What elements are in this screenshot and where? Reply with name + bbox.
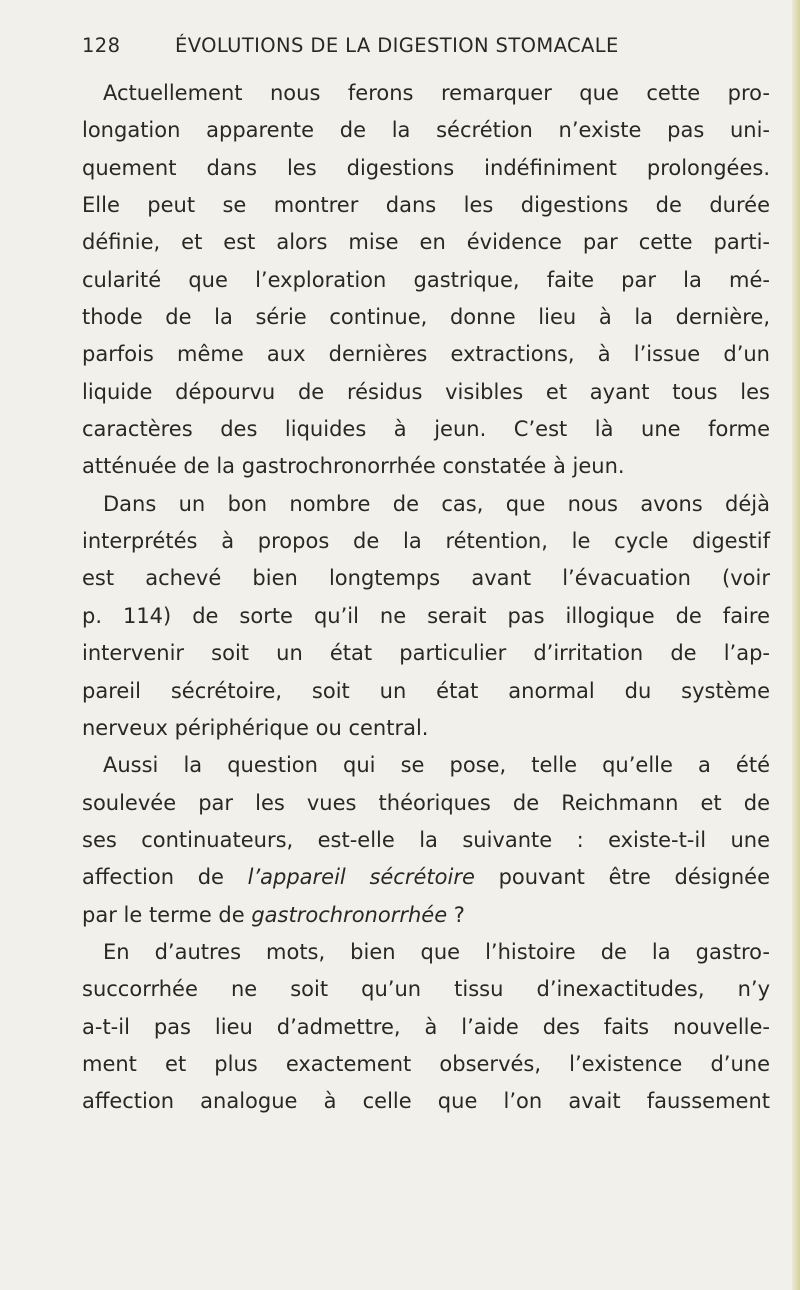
text-line: thode de la série continue, donne lieu à la dernière, [82, 305, 770, 330]
text-line: intervenir soit un état particulier d’irritation de l’ap- [82, 641, 770, 666]
running-title: ÉVOLUTIONS DE LA DIGESTION STOMACALE [175, 34, 619, 57]
text-line [82, 897, 770, 934]
text-run: affection de [82, 865, 248, 890]
text-run: par le terme de [82, 902, 252, 927]
text-line: a-t-il pas lieu d’admettre, à l’aide des faits nouvelle- [82, 1014, 770, 1039]
text-line: Elle peut se montrer dans les digestions de durée [82, 193, 770, 218]
text-line: En d’autres mots, bien que l’histoire de la gastro- [103, 939, 770, 964]
italic-term: gastrochronorrhée [251, 902, 448, 927]
text-line: ment et plus exactement observés, l’existence d’une [82, 1051, 770, 1076]
text-line: ses continuateurs, est-elle la suivante : existe-t-il une [82, 827, 770, 852]
text-line: Dans un bon nombre de cas, que nous avons déjà [103, 491, 770, 516]
text-line: caractères des liquides à jeun. C’est là une forme [82, 417, 770, 442]
text-line: Actuellement nous ferons remarquer que cette pro- [103, 81, 770, 105]
text-line: liquide dépourvu de résidus visibles et ayant tous les [82, 379, 770, 404]
italic-term: l’appareil sécrétoire [247, 865, 475, 890]
text-line: interprétés à propos de la rétention, le cycle digestif [82, 529, 770, 554]
text-line: longation apparente de la sécrétion n’existe pas uni- [82, 118, 770, 143]
text-line: quement dans les digestions indéfiniment prolongées. [82, 155, 770, 180]
text-line: parfois même aux dernières extractions, à l’issue d’un [82, 342, 770, 367]
text-run: pouvant être désignée [474, 865, 770, 890]
text-line: nerveux périphérique ou central. [82, 715, 429, 740]
text-line: est achevé bien longtemps avant l’évacuation (voir [82, 566, 770, 591]
page-edge [792, 0, 800, 1290]
text-line: affection analogue à celle que l’on avait faussement [82, 1089, 770, 1114]
text-line: cularité que l’exploration gastrique, faite par la mé- [82, 267, 770, 292]
text-line [82, 859, 770, 896]
text-line: Aussi la question qui se pose, telle qu’elle a été [103, 753, 770, 778]
text-line: succorrhée ne soit qu’un tissu d’inexactitudes, n’y [82, 977, 770, 1002]
page-number: 128 [82, 34, 121, 57]
body-text [82, 75, 770, 1121]
text-line: atténuée de la gastrochronorrhée constatée à jeun. [82, 454, 625, 479]
text-line: soulevée par les vues théoriques de Reichmann et de [82, 790, 770, 815]
text-line: p. 114) de sorte qu’il ne serait pas illogique de faire [82, 603, 770, 628]
running-header [82, 34, 712, 64]
text-line: pareil sécrétoire, soit un état anormal du système [82, 678, 770, 703]
text-run: ? [447, 902, 465, 927]
text-line: définie, et est alors mise en évidence par cette parti- [82, 230, 770, 255]
